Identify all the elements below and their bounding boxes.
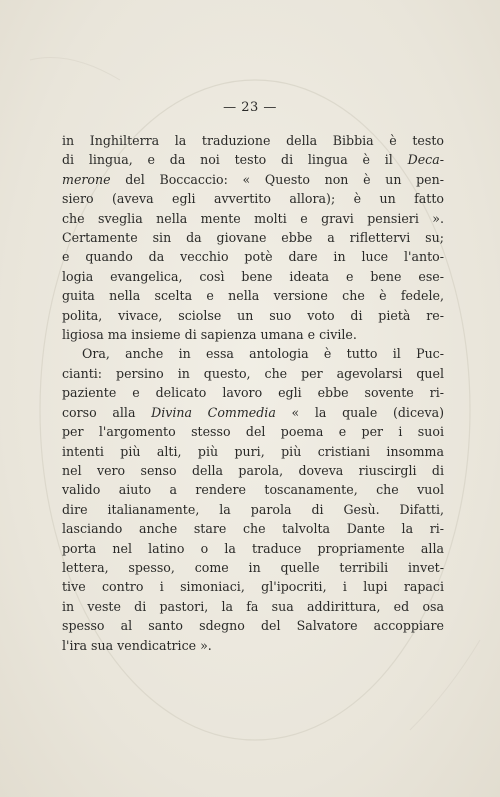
text-run: che sveglia nella mente molti e gravi pensieri ».	[62, 210, 444, 226]
text-run: intenti più alti, più puri, più cristiani insomma	[62, 443, 444, 459]
text-run: del Boccaccio: « Questo non è un pen-	[110, 171, 444, 187]
text-run: e quando da vecchio potè dare in luce l'anto-	[62, 249, 444, 265]
text-line	[62, 364, 444, 383]
italic-title: merone	[62, 171, 111, 187]
text-run: in veste di pastori, la fa sua addirittura, ed osa	[62, 598, 444, 614]
page-number: — 23 —	[223, 100, 277, 115]
text-run: polita, vivace, sciolse un suo voto di pietà re-	[62, 307, 444, 323]
text-run: nel vero senso della parola, doveva riuscirgli di	[62, 462, 444, 478]
text-run: corso alla	[62, 404, 152, 420]
text-run: logia evangelica, così bene ideata e bene ese-	[62, 268, 444, 284]
text-run: guita nella scelta e nella versione che è fedele,	[62, 288, 444, 304]
italic-title: Deca-	[407, 152, 444, 168]
text-line	[62, 558, 444, 577]
text-run: spesso al santo sdegno del Salvatore accoppiare	[62, 618, 444, 634]
italic-title: Divina Commedia	[151, 404, 276, 420]
text-line	[62, 247, 444, 266]
text-run: Ora, anche in essa antologia è tutto il Puc-	[82, 346, 444, 362]
text-run: cianti: persino in questo, che per agevolarsi quel	[62, 365, 444, 381]
text-line	[62, 616, 444, 635]
text-run: di lingua, e da noi testo di lingua è il	[62, 152, 408, 168]
text-line	[62, 209, 444, 228]
text-line	[62, 442, 444, 461]
text-line	[62, 228, 444, 247]
text-run: lasciando anche stare che talvolta Dante la ri-	[62, 521, 444, 537]
text-run: valido aiuto a rendere toscanamente, che vuol	[62, 482, 444, 498]
text-line	[62, 539, 444, 558]
text-line	[62, 150, 444, 169]
text-line	[62, 383, 444, 402]
body-text	[62, 131, 444, 655]
text-line	[62, 519, 444, 538]
text-line	[62, 500, 444, 519]
text-line	[62, 422, 444, 441]
text-line	[62, 267, 444, 286]
text-run: per l'argomento stesso del poema e per i suoi	[62, 424, 444, 440]
text-line	[62, 189, 444, 208]
text-run: lettera, spesso, come in quelle terribili invet-	[62, 559, 444, 575]
text-run: in Inghilterra la traduzione della Bibbia è testo	[62, 133, 444, 148]
text-line	[62, 131, 444, 150]
text-line	[62, 286, 444, 305]
text-run: tive contro i simoniaci, gl'ipocriti, i lupi rapaci	[62, 579, 444, 595]
text-run: ligiosa ma insieme di sapienza umana e civile.	[62, 327, 357, 343]
text-run: l'ira sua vendicatrice ».	[62, 637, 212, 653]
text-line	[62, 344, 444, 363]
text-line	[62, 597, 444, 616]
text-line	[62, 170, 444, 189]
text-line	[62, 403, 444, 422]
text-line	[62, 306, 444, 325]
text-run: dire italianamente, la parola di Gesù. Difatti,	[62, 501, 444, 517]
text-line	[62, 325, 444, 344]
text-line	[62, 636, 444, 655]
text-run: paziente e delicato lavoro egli ebbe sovente ri-	[62, 385, 444, 401]
text-run: porta nel latino o la traduce propriamente alla	[62, 540, 444, 556]
text-run: Certamente sin da giovane ebbe a riflettervi su;	[62, 230, 444, 246]
text-run: « la quale (diceva)	[275, 404, 444, 420]
text-run: siero (aveva egli avvertito allora); è un fatto	[62, 191, 444, 207]
text-line	[62, 480, 444, 499]
text-line	[62, 577, 444, 596]
text-line	[62, 461, 444, 480]
